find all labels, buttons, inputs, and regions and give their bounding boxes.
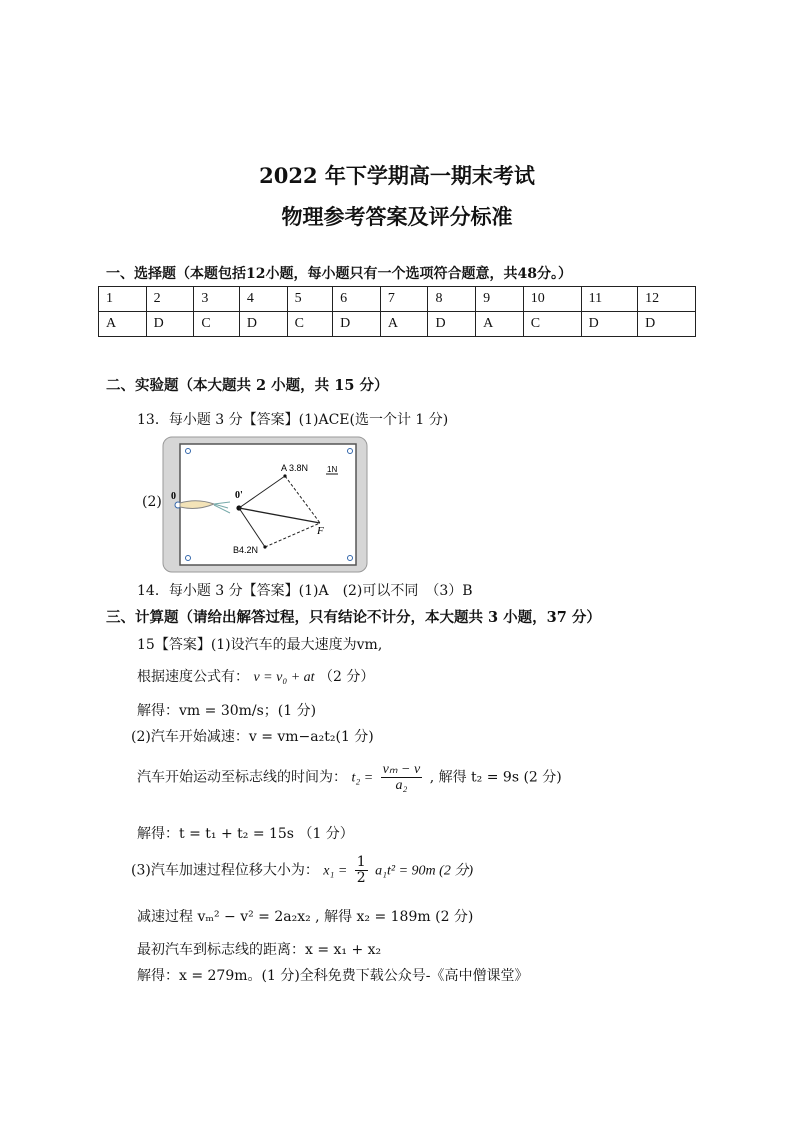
table-cell: A (476, 312, 524, 337)
table-cell: D (428, 312, 476, 337)
page-title: 2022 年下学期高一期末考试 (259, 163, 535, 188)
table-cell: 5 (287, 287, 333, 312)
fraction (355, 855, 368, 886)
text: 根据速度公式有： (137, 669, 249, 685)
q15-line7 (131, 855, 473, 886)
formula: v = v₀ + at (253, 670, 315, 685)
formula-lhs: x₁ = (323, 863, 348, 879)
table-cell: 6 (333, 287, 381, 312)
q13-part2-label: (2) (142, 494, 162, 510)
table-cell: 2 (146, 287, 194, 312)
table-row-answers (99, 312, 696, 337)
numerator: vₘ − v (382, 762, 421, 777)
table-cell: 1 (99, 287, 147, 312)
force-diagram (162, 436, 368, 573)
formula-rhs: a₁t² = 90m (2 分) (375, 863, 473, 879)
section1-heading: 一、选择题（本题包括12小题，每小题只有一个选项符合题意，共48分。） (106, 266, 572, 282)
q15-line8: 减速过程 vₘ² − v² = 2a₂x₂ , 解得 x₂ = 189m (2 分) (137, 909, 474, 925)
numerator: 1 (356, 854, 366, 870)
text: 汽车开始运动至标志线的时间为： (137, 769, 347, 786)
table-cell: 7 (380, 287, 428, 312)
q14-answer: 14．每小题 3 分【答案】(1)A (2)可以不同 （3）B (137, 583, 473, 599)
table-cell: 4 (239, 287, 287, 312)
fraction (381, 762, 423, 793)
label-o-prime: 0' (235, 490, 243, 501)
denominator: a₂ (395, 778, 408, 793)
denominator: 2 (356, 870, 366, 886)
text: (3)汽车加速过程位移大小为： (131, 862, 319, 879)
score: （2 分） (319, 669, 375, 685)
point-b (263, 545, 266, 548)
label-f: F (317, 525, 324, 537)
scale-label: 1N (327, 465, 338, 474)
table-cell: 9 (476, 287, 524, 312)
table-cell: C (287, 312, 333, 337)
q15-line5 (137, 762, 562, 793)
table-cell: C (194, 312, 240, 337)
table-cell: D (581, 312, 637, 337)
table-cell: 10 (523, 287, 581, 312)
section3-heading: 三、计算题（请给出解答过程，只有结论不计分，本大题共 3 小题，37 分） (106, 609, 601, 626)
formula-suffix: , 解得 t₂ = 9s (2 分) (429, 769, 562, 786)
table-cell: A (99, 312, 147, 337)
point-a (283, 474, 286, 477)
table-cell: 8 (428, 287, 476, 312)
page-subtitle: 物理参考答案及评分标准 (281, 204, 513, 229)
section2-heading: 二、实验题（本大题共 2 小题，共 15 分） (106, 377, 389, 394)
q15-line6: 解得：t = t₁ + t₂ = 15s （1 分） (137, 826, 354, 842)
answer-table (98, 286, 696, 337)
table-cell: 11 (581, 287, 637, 312)
label-b: B4.2N (233, 545, 259, 555)
table-row-numbers (99, 287, 696, 312)
formula-lhs: t₂ = (351, 770, 374, 786)
table-cell: D (239, 312, 287, 337)
table-cell: A (380, 312, 428, 337)
label-a: A 3.8N (281, 463, 309, 473)
table-cell: D (146, 312, 194, 337)
q15-line4: (2)汽车开始减速：v = vm−a₂t₂(1 分) (131, 729, 374, 745)
q15-line2 (137, 666, 374, 686)
q15-line3: 解得：vm = 30m/s；(1 分) (137, 703, 317, 719)
q15-line9: 最初汽车到标志线的距离：x = x₁ + x₂ (137, 942, 382, 958)
table-cell: 3 (194, 287, 240, 312)
table-cell: 12 (638, 287, 696, 312)
label-o: 0 (171, 491, 176, 502)
q15-line10: 解得：x = 279m。(1 分)全科免费下载公众号-《高中僧课堂》 (137, 968, 529, 984)
table-cell: D (638, 312, 696, 337)
table-cell: C (523, 312, 581, 337)
q15-line1: 15【答案】(1)设汽车的最大速度为vm, (137, 637, 383, 653)
q13-answer: 13．每小题 3 分【答案】(1)ACE(选一个计 1 分) (137, 412, 449, 428)
table-cell: D (333, 312, 381, 337)
